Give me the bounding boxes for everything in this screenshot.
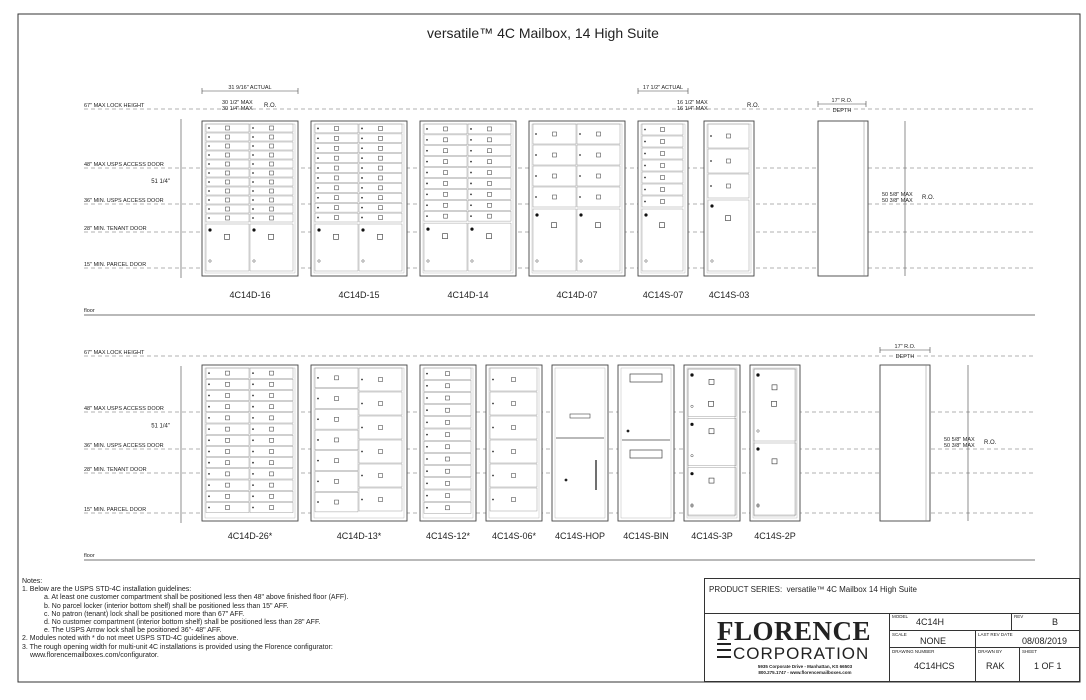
hinge-dot	[208, 127, 210, 129]
hinge-dot	[252, 136, 254, 138]
hinge-dot	[535, 196, 537, 198]
rev-label: REV	[1014, 614, 1024, 619]
hinge-dot	[361, 207, 363, 209]
mailbox-unit-4c14s-bin	[618, 365, 674, 521]
hinge-dot	[535, 154, 537, 156]
drawn-by-value: RAK	[986, 661, 1005, 671]
corporation-text	[717, 643, 869, 664]
hinge-dot	[208, 495, 210, 497]
hinge-dot	[426, 446, 428, 448]
model-label-4c14s-hop: 4C14S-HOP	[554, 531, 606, 541]
model-cell	[889, 613, 1011, 631]
hinge-dot	[426, 470, 428, 472]
ro-height-min-row2: 50 3/8" MAX	[944, 443, 975, 449]
hinge-dot	[361, 197, 363, 199]
cabinet-frame	[552, 365, 608, 521]
hinge-dot	[317, 207, 319, 209]
hinge-dot	[208, 145, 210, 147]
model-label-4c14s-2p: 4C14S-2P	[754, 531, 796, 541]
hinge-dot	[644, 141, 646, 143]
model-label-4c14d-13: 4C14D-13*	[336, 531, 382, 541]
hop-lock-dot	[565, 479, 568, 482]
mailbox-unit-4c14s-12*	[420, 365, 476, 521]
mailbox-unit-4c14d-26*	[202, 365, 298, 521]
hinge-dot	[252, 383, 254, 385]
hinge-dot	[426, 397, 428, 399]
note-1: 1. Below are the USPS STD-4C installation guidelines:	[22, 586, 192, 594]
drawn-by-cell	[975, 648, 1019, 681]
double-min-label: 30 1/4" MAX	[222, 106, 253, 112]
rev-value: B	[1052, 617, 1059, 627]
double-max-label: 30 1/2" MAX	[222, 100, 253, 106]
notes-heading: Notes:	[22, 578, 43, 585]
mailbox-unit-4c14d-14	[420, 121, 516, 276]
depth-dim-row1-label: 17" R.O.	[831, 98, 853, 104]
hinge-dot	[208, 473, 210, 475]
side-view-frame	[818, 121, 868, 276]
hinge-dot	[470, 150, 472, 152]
date-label: LAST REV DATE	[978, 632, 1013, 637]
hinge-dot	[252, 417, 254, 419]
depth-label-row2: DEPTH	[895, 354, 915, 360]
hinge-dot	[317, 377, 319, 379]
ro-height-ro-row1: R.O.	[922, 195, 935, 201]
side-view-unit	[818, 121, 868, 276]
hinge-dot	[710, 160, 712, 162]
arrow-lock-dot	[252, 228, 255, 231]
hinge-dot	[426, 204, 428, 206]
hinge-dot	[361, 128, 363, 130]
hinge-dot	[252, 451, 254, 453]
hinge-dot	[317, 217, 319, 219]
scale-value: NONE	[920, 636, 947, 646]
cabinet-frame	[704, 121, 754, 276]
hinge-dot	[492, 427, 494, 429]
depth-label-row1: DEPTH	[832, 108, 852, 114]
floor-label: floor	[84, 553, 95, 559]
arrow-lock-dot	[690, 472, 693, 475]
ro-height-ro-row2: R.O.	[984, 440, 997, 446]
hinge-dot	[208, 428, 210, 430]
guide-label-parcel: 15" MIN. PARCEL DOOR	[84, 507, 147, 513]
hinge-dot	[426, 483, 428, 485]
model-label-4c14d-07: 4C14D-07	[556, 290, 598, 300]
arrow-lock-dot	[710, 204, 713, 207]
arrow-lock-dot	[756, 447, 759, 450]
side-view-frame-2	[880, 365, 930, 521]
hinge-dot	[208, 395, 210, 397]
model-label-4c14s-12: 4C14S-12*	[425, 531, 471, 541]
arrow-lock-dot	[470, 228, 473, 231]
hinge-dot	[361, 137, 363, 139]
sheet-label: SHEET	[1022, 649, 1038, 654]
guide-label-parcel: 15" MIN. PARCEL DOOR	[84, 262, 147, 268]
mailbox-unit-4c14s-07	[638, 121, 688, 276]
hinge-dot	[644, 201, 646, 203]
hinge-dot	[252, 181, 254, 183]
scale-cell	[889, 631, 975, 648]
hinge-dot	[426, 139, 428, 141]
hinge-dot	[426, 507, 428, 509]
hinge-dot	[317, 418, 319, 420]
side-view-unit-2	[880, 365, 930, 521]
note-1b: b. No parcel locker (interior bottom shelf) shall be positioned less than 15" AFF.	[44, 602, 289, 610]
hinge-dot	[710, 135, 712, 137]
arrow-lock-dot	[579, 213, 582, 216]
hinge-dot	[426, 172, 428, 174]
hinge-dot	[426, 193, 428, 195]
hinge-dot	[535, 175, 537, 177]
hinge-dot	[361, 187, 363, 189]
arrow-lock-dot	[426, 228, 429, 231]
hinge-dot	[644, 177, 646, 179]
hinge-dot	[317, 137, 319, 139]
hinge-dot	[317, 480, 319, 482]
hinge-dot	[208, 417, 210, 419]
guide-label-tenant: 28" MIN. TENANT DOOR	[84, 226, 147, 232]
mailbox-unit-4c14d-13*	[311, 365, 407, 521]
logo-bars-icon	[717, 643, 731, 658]
date-cell	[975, 631, 1079, 648]
drawn-by-label: DRAWN BY	[978, 649, 1003, 654]
single-min-label: 16 1/4" MAX	[677, 106, 708, 112]
hinge-dot	[252, 372, 254, 374]
notes-block	[22, 578, 348, 660]
guide-label-tenant: 28" MIN. TENANT DOOR	[84, 467, 147, 473]
hinge-dot	[361, 157, 363, 159]
hinge-dot	[252, 484, 254, 486]
note-1c: c. No patron (tenant) lock shall be positioned more than 67" AFF.	[44, 610, 245, 618]
hinge-dot	[317, 177, 319, 179]
drawing-title: versatile™ 4C Mailbox, 14 High Suite	[427, 25, 659, 41]
note-1d: d. No customer compartment (interior bottom shelf) shall be positioned less than 28" AFF.	[44, 619, 321, 627]
single-max-label: 16 1/2" MAX	[677, 100, 708, 106]
date-value: 08/08/2019	[1022, 636, 1068, 646]
cabinet-frame	[684, 365, 740, 521]
hinge-dot	[492, 499, 494, 501]
hinge-dot	[252, 163, 254, 165]
hinge-dot	[644, 189, 646, 191]
hinge-dot	[208, 199, 210, 201]
hinge-dot	[492, 475, 494, 477]
guide-label-usps_36: 36" MIN. USPS ACCESS DOOR	[84, 443, 164, 449]
drawing-number-value: 4C14HCS	[914, 661, 955, 671]
hinge-dot	[317, 439, 319, 441]
hinge-dot	[426, 373, 428, 375]
double-ro-label: R.O.	[264, 103, 277, 109]
product-series	[709, 585, 917, 594]
hinge-dot	[208, 181, 210, 183]
hinge-dot	[426, 495, 428, 497]
hinge-dot	[361, 499, 363, 501]
arrow-lock-dot	[535, 213, 538, 216]
model-label-4c14d-16: 4C14D-16	[229, 290, 271, 300]
ro-height-min-row1: 50 3/8" MAX	[882, 198, 913, 204]
hinge-dot	[252, 154, 254, 156]
hinge-dot	[252, 406, 254, 408]
hinge-dot	[208, 217, 210, 219]
hinge-dot	[252, 190, 254, 192]
hinge-dot	[208, 172, 210, 174]
single-actual-dim-label: 17 1/2" ACTUAL	[642, 85, 684, 91]
model-label-4c14d-26: 4C14D-26*	[227, 531, 273, 541]
hinge-dot	[426, 385, 428, 387]
ro-height-max-row1: 50 5/8" MAX	[882, 192, 913, 198]
note-3: 3. The rough opening width for multi-unit 4C installations is provided using the Florence configurator:	[22, 643, 333, 651]
guide-label-usps_48: 48" MAX USPS ACCESS DOOR	[84, 162, 164, 168]
hinge-dot	[317, 187, 319, 189]
model-label-4c14d-15: 4C14D-15	[338, 290, 380, 300]
hinge-dot	[361, 475, 363, 477]
hinge-dot	[426, 422, 428, 424]
title-block-grid	[889, 613, 1079, 681]
drawing-number-cell	[889, 648, 975, 681]
hinge-dot	[317, 398, 319, 400]
guide-label-usps_48: 48" MAX USPS ACCESS DOOR	[84, 406, 164, 412]
hinge-dot	[361, 403, 363, 405]
hinge-dot	[208, 154, 210, 156]
hinge-dot	[361, 147, 363, 149]
hinge-dot	[252, 428, 254, 430]
hinge-dot	[208, 451, 210, 453]
hinge-dot	[252, 462, 254, 464]
hinge-dot	[470, 215, 472, 217]
hinge-dot	[208, 372, 210, 374]
hinge-dot	[644, 153, 646, 155]
hinge-dot	[252, 507, 254, 509]
hinge-dot	[470, 193, 472, 195]
contact-line: 800.275.1747 - www.florencemailboxes.com	[758, 669, 852, 675]
mailbox-unit-4c14s-hop	[552, 365, 608, 521]
product-series-label: PRODUCT SERIES:	[709, 585, 783, 594]
rev-cell	[1011, 613, 1079, 631]
hinge-dot	[426, 434, 428, 436]
hinge-dot	[252, 395, 254, 397]
company-address	[735, 664, 875, 675]
hinge-dot	[317, 128, 319, 130]
mailbox-unit-4c14s-06*	[486, 365, 542, 521]
hinge-dot	[426, 150, 428, 152]
hinge-dot	[470, 204, 472, 206]
model-label-4c14s-07: 4C14S-07	[642, 290, 684, 300]
ro-height-max-row2: 50 5/8" MAX	[944, 437, 975, 443]
hinge-dot	[361, 167, 363, 169]
arrow-lock-dot	[208, 228, 211, 231]
hinge-dot	[317, 197, 319, 199]
hinge-dot	[208, 507, 210, 509]
hinge-dot	[317, 147, 319, 149]
hinge-dot	[252, 172, 254, 174]
hinge-dot	[426, 458, 428, 460]
single-ro-label: R.O.	[747, 103, 760, 109]
hinge-dot	[317, 167, 319, 169]
guide-label-lock_height: 67" MAX LOCK HEIGHT	[84, 350, 145, 356]
arrow-lock-dot	[690, 423, 693, 426]
cabinet-frame	[618, 365, 674, 521]
arrow-lock-dot	[690, 373, 693, 376]
hinge-dot	[252, 145, 254, 147]
hinge-dot	[361, 177, 363, 179]
height-dim-label: 51 1/4"	[151, 179, 170, 185]
hinge-dot	[252, 127, 254, 129]
hinge-dot	[579, 133, 581, 135]
guide-label-usps_36: 36" MIN. USPS ACCESS DOOR	[84, 198, 164, 204]
mailbox-units	[202, 121, 930, 541]
hinge-dot	[208, 484, 210, 486]
hinge-dot	[252, 439, 254, 441]
title-block	[704, 578, 1080, 682]
hinge-dot	[579, 175, 581, 177]
hinge-dot	[470, 183, 472, 185]
hinge-dot	[252, 473, 254, 475]
drawing-number-label: DRAWING NUMBER	[892, 649, 935, 654]
hinge-dot	[579, 154, 581, 156]
hinge-dot	[208, 163, 210, 165]
mailbox-unit-4c14d-07	[529, 121, 625, 276]
model-label: MODEL	[892, 614, 909, 619]
hinge-dot	[470, 172, 472, 174]
arrow-lock-dot	[756, 373, 759, 376]
cabinet-frame	[638, 121, 688, 276]
hinge-dot	[252, 208, 254, 210]
hinge-dot	[361, 217, 363, 219]
arrow-lock-dot	[361, 228, 364, 231]
note-1a: a. At least one customer compartment shall be positioned less then 48" above finished floor (AFF).	[44, 594, 349, 602]
model-label-4c14s-03: 4C14S-03	[708, 290, 750, 300]
hinge-dot	[470, 161, 472, 163]
hinge-dot	[426, 409, 428, 411]
mailbox-unit-4c14s-2p	[750, 365, 800, 521]
note-3-url: www.florencemailboxes.com/configurator.	[30, 651, 159, 659]
arrow-lock-dot	[644, 213, 647, 216]
hinge-dot	[208, 439, 210, 441]
mailbox-unit-4c14d-16	[202, 121, 298, 276]
hinge-dot	[470, 139, 472, 141]
hinge-dot	[710, 185, 712, 187]
sheet-cell	[1019, 648, 1079, 681]
guide-label-lock_height: 67" MAX LOCK HEIGHT	[84, 103, 145, 109]
model-label-4c14s-06: 4C14S-06*	[491, 531, 537, 541]
mailbox-unit-4c14s-3p	[684, 365, 740, 521]
hinge-dot	[208, 190, 210, 192]
hinge-dot	[252, 217, 254, 219]
hinge-dot	[535, 133, 537, 135]
mailbox-unit-4c14d-15	[311, 121, 407, 276]
hinge-dot	[644, 165, 646, 167]
depth-dim-row2-label: 17" R.O.	[894, 344, 916, 350]
hinge-dot	[361, 451, 363, 453]
model-label-4c14s-bin: 4C14S-BIN	[623, 531, 669, 541]
address-line: 5935 Corporate Drive - Manhattan, KS 66503	[757, 664, 853, 669]
model-label-4c14s-3p: 4C14S-3P	[691, 531, 733, 541]
note-2: 2. Modules noted with * do not meet USPS STD-4C guidelines above.	[22, 635, 239, 643]
hinge-dot	[317, 460, 319, 462]
model-label-4c14d-14: 4C14D-14	[447, 290, 489, 300]
hinge-dot	[579, 196, 581, 198]
floor-label: floor	[84, 308, 95, 314]
hinge-dot	[426, 215, 428, 217]
height-dim-label: 51 1/4"	[151, 423, 170, 430]
hinge-dot	[208, 383, 210, 385]
corporation-label: CORPORATION	[733, 644, 870, 663]
hinge-dot	[644, 129, 646, 131]
hinge-dot	[426, 161, 428, 163]
hinge-dot	[252, 495, 254, 497]
bin-lock-dot	[627, 430, 630, 433]
hinge-dot	[470, 128, 472, 130]
hinge-dot	[208, 406, 210, 408]
hinge-dot	[361, 379, 363, 381]
scale-label: SCALE	[892, 632, 907, 637]
hinge-dot	[208, 208, 210, 210]
hinge-dot	[492, 379, 494, 381]
florence-logo-text: FLORENCE	[717, 616, 872, 646]
arrow-lock-dot	[317, 228, 320, 231]
hinge-dot	[208, 136, 210, 138]
mailbox-unit-4c14s-03	[704, 121, 754, 276]
hinge-dot	[208, 462, 210, 464]
double-actual-dim-label: 31 9/16" ACTUAL	[228, 85, 272, 91]
product-series-value: versatile™ 4C Mailbox 14 High Suite	[786, 585, 917, 594]
model-value: 4C14H	[916, 617, 945, 627]
sheet-value: 1 OF 1	[1034, 661, 1062, 671]
hinge-dot	[426, 183, 428, 185]
hinge-dot	[317, 501, 319, 503]
hinge-dot	[252, 199, 254, 201]
hinge-dot	[361, 427, 363, 429]
hinge-dot	[426, 128, 428, 130]
hinge-dot	[492, 451, 494, 453]
note-1e: e. The USPS Arrow lock shall be positioned 36"- 48" AFF.	[44, 627, 222, 635]
hinge-dot	[317, 157, 319, 159]
hinge-dot	[492, 403, 494, 405]
